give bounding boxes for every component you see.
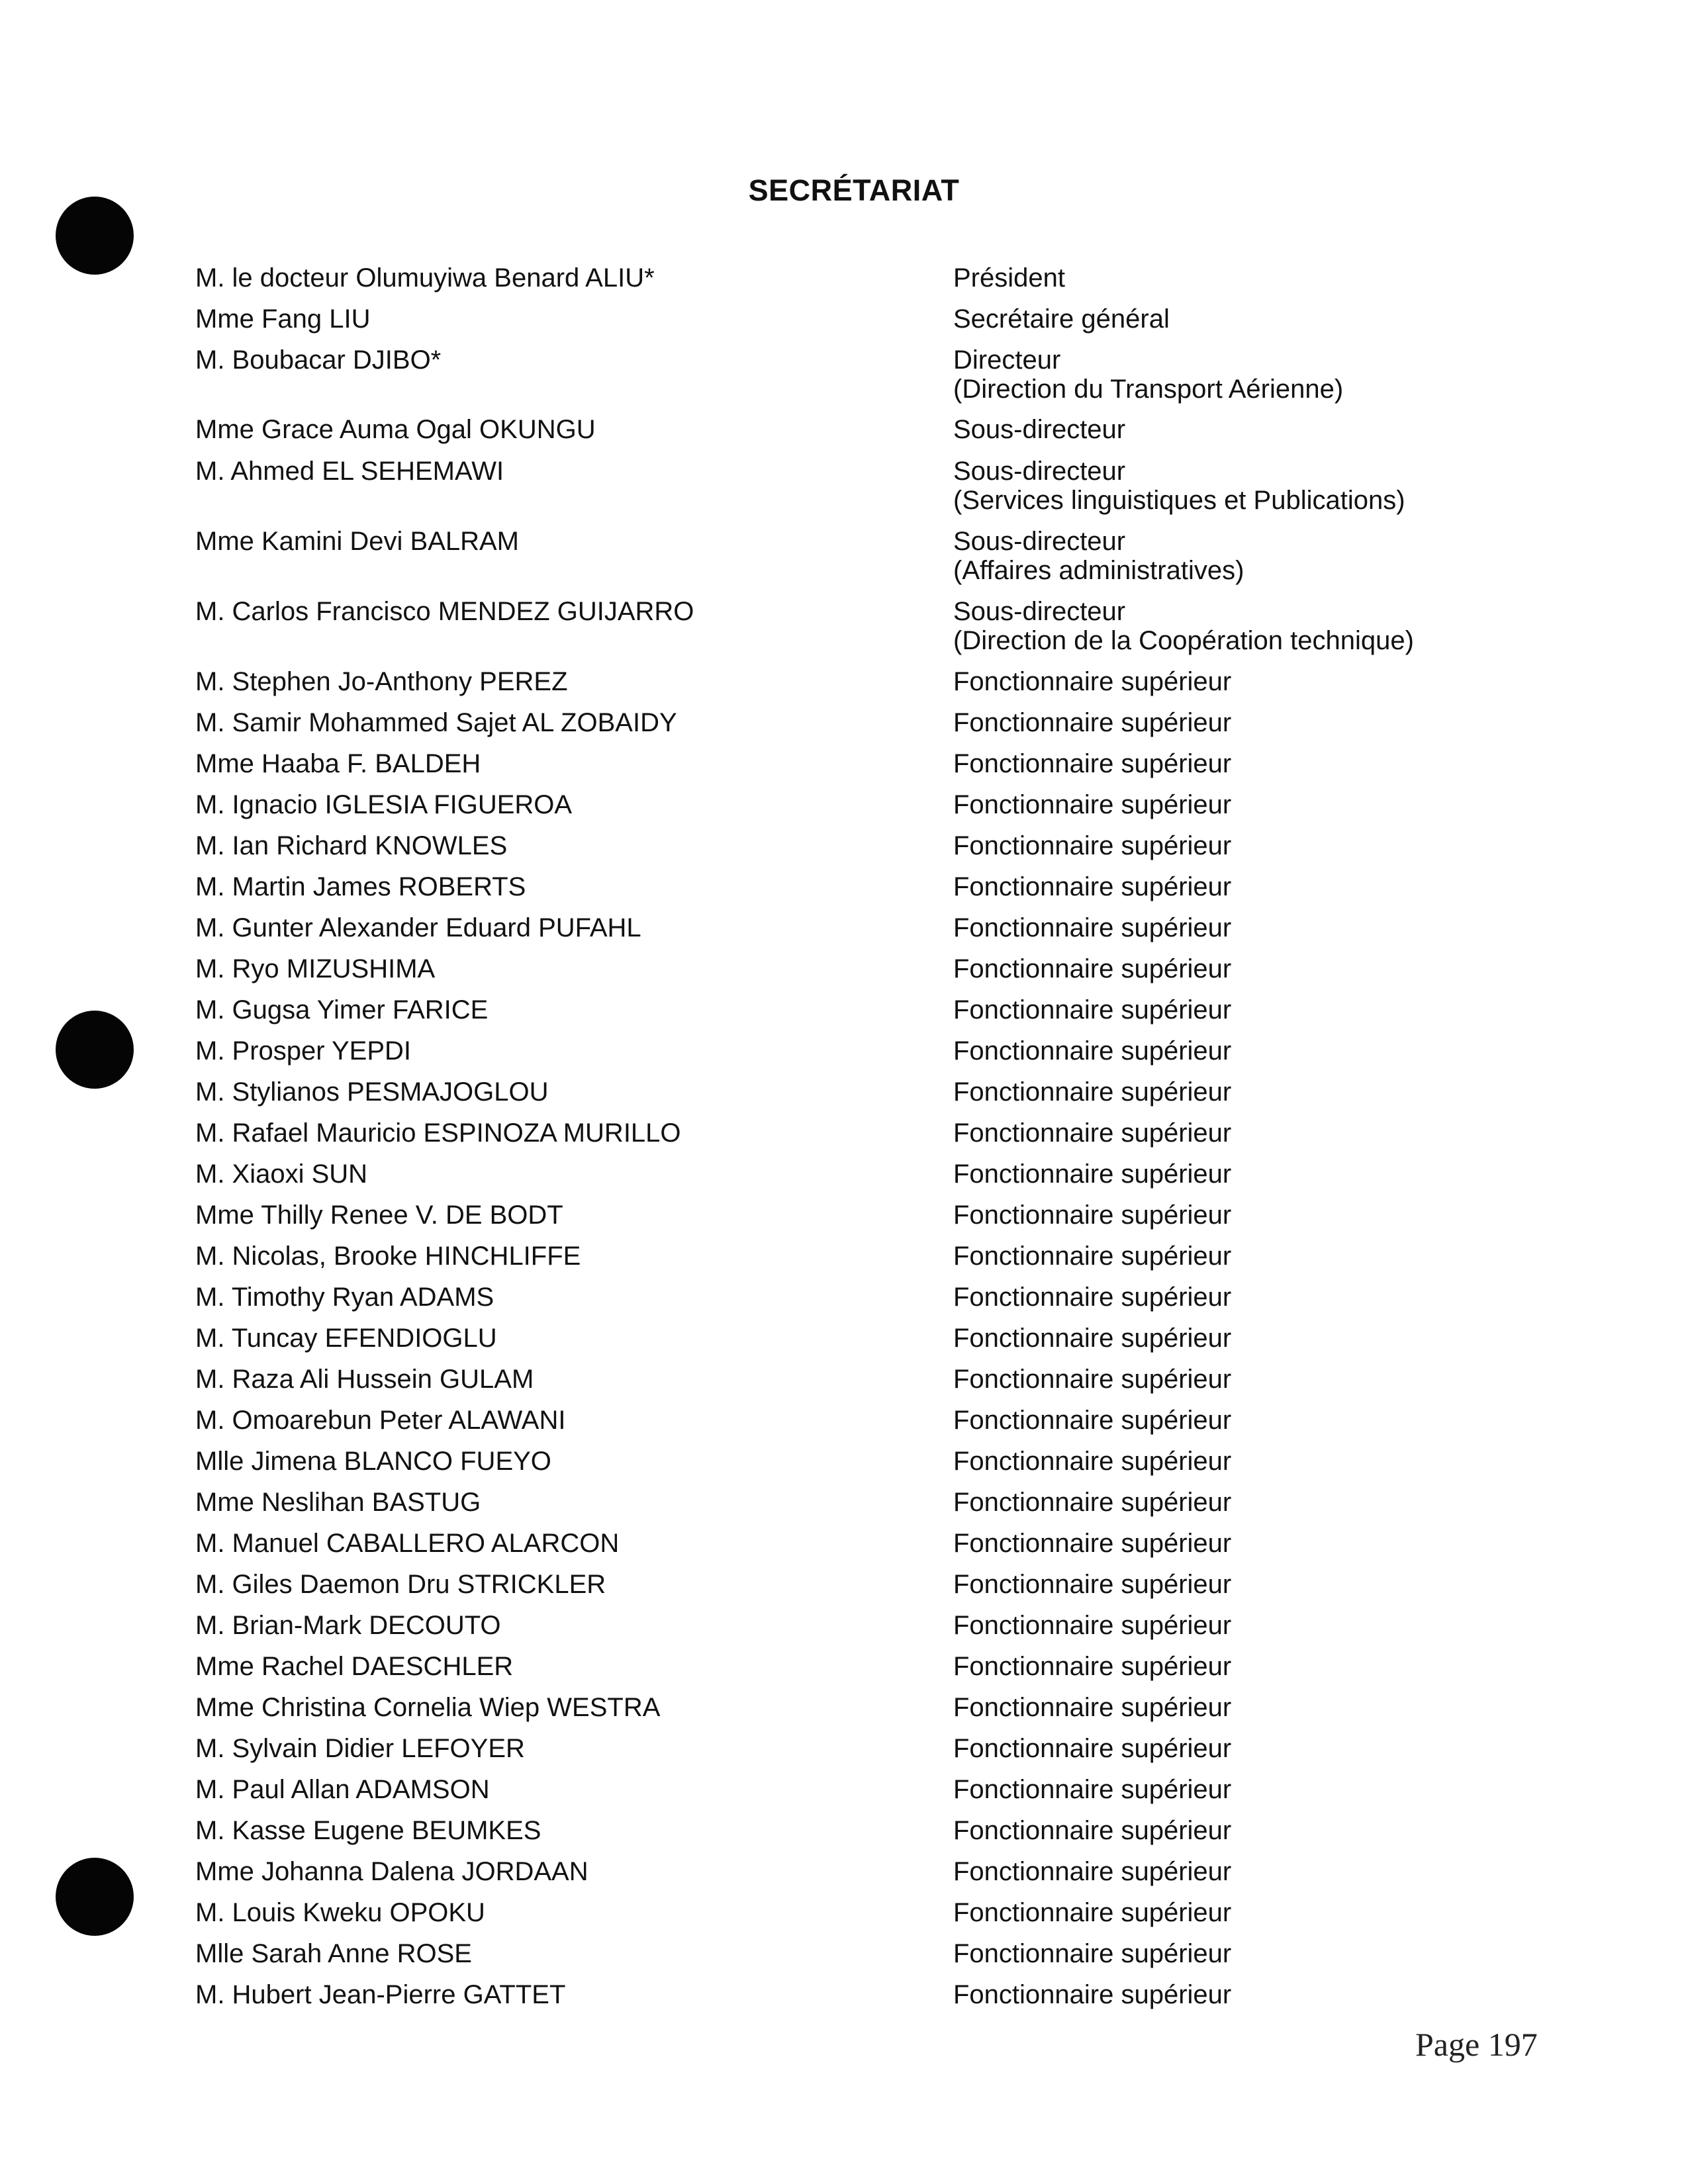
person-name: M. Ahmed EL SEHEMAWI (195, 457, 504, 486)
person-role (953, 872, 1231, 901)
person-role (953, 1447, 1231, 1476)
role-title: Fonctionnaire supérieur (953, 872, 1232, 901)
role-title: Fonctionnaire supérieur (953, 708, 1232, 737)
person-name: Mme Haaba F. BALDEH (195, 749, 481, 778)
binder-hole (56, 197, 134, 275)
person-role (953, 1488, 1231, 1517)
person-name: M. Timothy Ryan ADAMS (195, 1283, 494, 1312)
person-role (953, 1118, 1231, 1148)
role-title: Fonctionnaire supérieur (953, 1242, 1232, 1271)
person-name: M. Giles Daemon Dru STRICKLER (195, 1570, 606, 1599)
person-name: M. Boubacar DJIBO* (195, 345, 442, 375)
person-role (953, 1283, 1231, 1312)
person-name: M. Gunter Alexander Eduard PUFAHL (195, 913, 641, 942)
person-role (953, 831, 1231, 860)
role-title: Fonctionnaire supérieur (953, 1447, 1232, 1476)
person-name: Mlle Sarah Anne ROSE (195, 1939, 472, 1968)
role-title: Fonctionnaire supérieur (953, 1980, 1232, 2009)
person-role (953, 1242, 1231, 1271)
person-role (953, 749, 1231, 778)
role-detail: (Direction du Transport Aérienne) (953, 375, 1344, 404)
person-name: Mme Christina Cornelia Wiep WESTRA (195, 1693, 661, 1722)
role-title: Fonctionnaire supérieur (953, 1816, 1232, 1845)
person-name: M. Nicolas, Brooke HINCHLIFFE (195, 1242, 581, 1271)
person-name: M. le docteur Olumuyiwa Benard ALIU* (195, 263, 655, 293)
role-title: Fonctionnaire supérieur (953, 1283, 1232, 1312)
person-role (953, 1775, 1231, 1804)
role-title: Fonctionnaire supérieur (953, 831, 1232, 860)
person-role (953, 954, 1231, 983)
person-name: M. Ryo MIZUSHIMA (195, 954, 436, 983)
role-title: Fonctionnaire supérieur (953, 1570, 1232, 1599)
person-role (953, 415, 1125, 444)
person-name: M. Louis Kweku OPOKU (195, 1898, 485, 1927)
role-title: Fonctionnaire supérieur (953, 1324, 1232, 1353)
binder-hole (56, 1858, 134, 1936)
person-name: M. Ian Richard KNOWLES (195, 831, 508, 860)
person-name: Mme Johanna Dalena JORDAAN (195, 1857, 588, 1886)
person-name: Mme Rachel DAESCHLER (195, 1652, 514, 1681)
person-name: M. Carlos Francisco MENDEZ GUIJARRO (195, 597, 694, 626)
person-role (953, 527, 1244, 585)
person-name: M. Brian-Mark DECOUTO (195, 1611, 501, 1640)
role-title: Fonctionnaire supérieur (953, 954, 1232, 983)
person-role (953, 1201, 1231, 1230)
role-title: Fonctionnaire supérieur (953, 1734, 1232, 1763)
person-role (953, 345, 1343, 404)
person-name: M. Samir Mohammed Sajet AL ZOBAIDY (195, 708, 677, 737)
role-title: Fonctionnaire supérieur (953, 995, 1232, 1024)
role-title: Fonctionnaire supérieur (953, 790, 1232, 819)
person-role (953, 1611, 1231, 1640)
role-title: Secrétaire général (953, 304, 1170, 334)
person-role (953, 1365, 1231, 1394)
role-title: Fonctionnaire supérieur (953, 1898, 1232, 1927)
person-role (953, 1980, 1231, 2009)
person-role (953, 708, 1231, 737)
role-title: Fonctionnaire supérieur (953, 1118, 1232, 1148)
role-title: Fonctionnaire supérieur (953, 1611, 1232, 1640)
person-role (953, 457, 1405, 515)
person-name: M. Stephen Jo-Anthony PEREZ (195, 667, 568, 696)
person-name: Mme Neslihan BASTUG (195, 1488, 481, 1517)
person-name: M. Stylianos PESMAJOGLOU (195, 1077, 549, 1107)
person-name: M. Ignacio IGLESIA FIGUEROA (195, 790, 573, 819)
person-role (953, 1857, 1231, 1886)
person-role (953, 913, 1231, 942)
role-title: Fonctionnaire supérieur (953, 1652, 1232, 1681)
person-name: Mme Thilly Renee V. DE BODT (195, 1201, 563, 1230)
role-title: Fonctionnaire supérieur (953, 749, 1232, 778)
role-title: Fonctionnaire supérieur (953, 667, 1232, 696)
role-title: Sous-directeur (953, 457, 1126, 486)
role-title: Fonctionnaire supérieur (953, 1201, 1232, 1230)
role-title: Sous-directeur (953, 597, 1126, 626)
page-title: SECRÉTARIAT (748, 173, 960, 207)
role-title: Sous-directeur (953, 527, 1126, 556)
role-title: Fonctionnaire supérieur (953, 1775, 1232, 1804)
person-name: M. Sylvain Didier LEFOYER (195, 1734, 525, 1763)
role-title: Fonctionnaire supérieur (953, 1365, 1232, 1394)
role-detail: (Direction de la Coopération technique) (953, 626, 1414, 655)
person-role (953, 304, 1170, 334)
person-name: M. Rafael Mauricio ESPINOZA MURILLO (195, 1118, 681, 1148)
person-name: M. Omoarebun Peter ALAWANI (195, 1406, 566, 1435)
person-role (953, 1652, 1231, 1681)
role-title: Fonctionnaire supérieur (953, 1939, 1232, 1968)
person-role (953, 1939, 1231, 1968)
person-name: M. Raza Ali Hussein GULAM (195, 1365, 534, 1394)
role-title: Fonctionnaire supérieur (953, 913, 1232, 942)
person-role (953, 995, 1231, 1024)
person-name: M. Kasse Eugene BEUMKES (195, 1816, 541, 1845)
person-name: M. Paul Allan ADAMSON (195, 1775, 490, 1804)
binder-hole (56, 1011, 134, 1089)
person-name: M. Tuncay EFENDIOGLU (195, 1324, 497, 1353)
role-detail: (Services linguistiques et Publications) (953, 486, 1405, 515)
person-role (953, 1734, 1231, 1763)
person-name: Mme Grace Auma Ogal OKUNGU (195, 415, 596, 444)
person-name: M. Martin James ROBERTS (195, 872, 526, 901)
person-role (953, 667, 1231, 696)
person-role (953, 790, 1231, 819)
person-name: M. Gugsa Yimer FARICE (195, 995, 489, 1024)
person-role (953, 1570, 1231, 1599)
person-role (953, 1036, 1231, 1066)
person-role (953, 1898, 1231, 1927)
person-role (953, 1160, 1231, 1189)
person-role (953, 1324, 1231, 1353)
person-name: M. Manuel CABALLERO ALARCON (195, 1529, 620, 1558)
person-role (953, 1529, 1231, 1558)
role-title: Fonctionnaire supérieur (953, 1488, 1232, 1517)
person-name: Mme Fang LIU (195, 304, 371, 334)
person-name: Mme Kamini Devi BALRAM (195, 527, 520, 556)
person-role (953, 1077, 1231, 1107)
role-title: Fonctionnaire supérieur (953, 1160, 1232, 1189)
person-role (953, 1693, 1231, 1722)
role-title: Fonctionnaire supérieur (953, 1077, 1232, 1107)
role-title: Directeur (953, 345, 1061, 375)
person-role (953, 597, 1414, 655)
role-title: Sous-directeur (953, 415, 1126, 444)
person-role (953, 1406, 1231, 1435)
person-role (953, 263, 1065, 293)
role-title: Président (953, 263, 1065, 293)
person-name: M. Xiaoxi SUN (195, 1160, 368, 1189)
person-name: M. Prosper YEPDI (195, 1036, 412, 1066)
person-role (953, 1816, 1231, 1845)
page-number: Page 197 (1415, 2026, 1538, 2063)
role-title: Fonctionnaire supérieur (953, 1406, 1232, 1435)
role-title: Fonctionnaire supérieur (953, 1693, 1232, 1722)
role-title: Fonctionnaire supérieur (953, 1036, 1232, 1066)
role-title: Fonctionnaire supérieur (953, 1529, 1232, 1558)
person-name: M. Hubert Jean-Pierre GATTET (195, 1980, 566, 2009)
role-detail: (Affaires administratives) (953, 556, 1244, 585)
person-name: Mlle Jimena BLANCO FUEYO (195, 1447, 551, 1476)
role-title: Fonctionnaire supérieur (953, 1857, 1232, 1886)
